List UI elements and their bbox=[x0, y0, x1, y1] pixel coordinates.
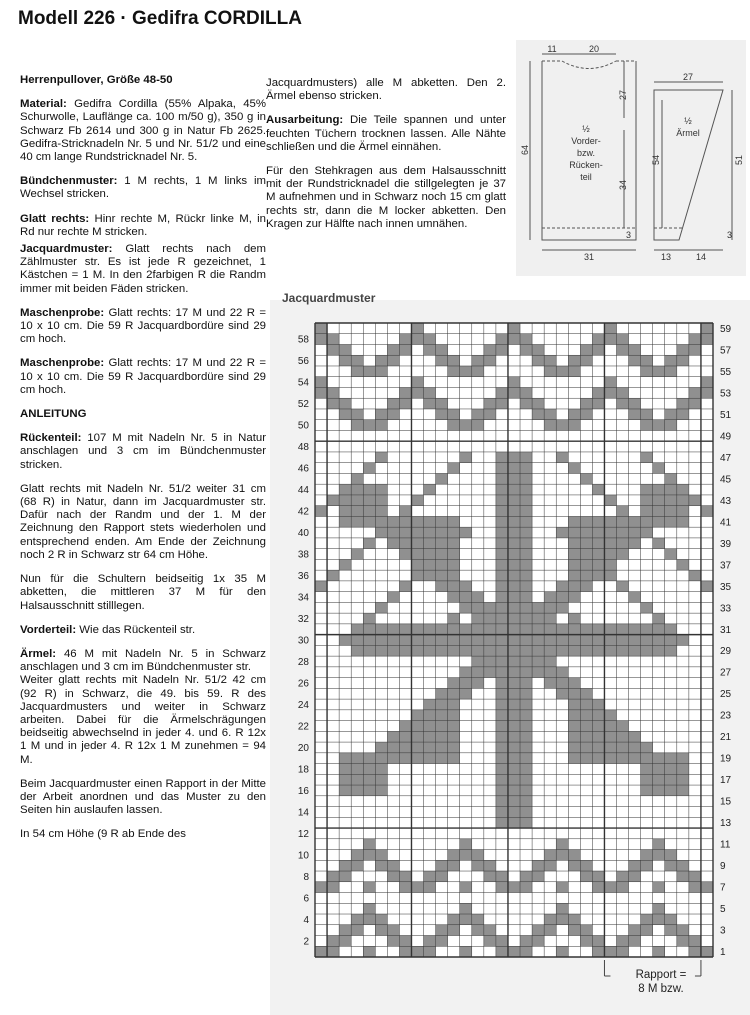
right-column bbox=[266, 77, 506, 242]
row-label-right: 13 bbox=[720, 818, 732, 830]
rueckenteil-paragraph: Rückenteil: 107 M mit Nadeln Nr. 5 in Natur anschlagen und 3 cm im Bündchenmuster stricken. bbox=[20, 432, 266, 471]
row-label-left: 38 bbox=[297, 549, 309, 561]
jacquard-paragraph: Jacquardmuster: Glatt rechts nach dem Zählmuster str. Es ist jede R gezeichnet, 1 Kästchen = 1 M. In den 2farbigen R die Randm immer mit beiden Fäden stricken. bbox=[20, 243, 266, 295]
body-label-4: Rücken- bbox=[569, 160, 603, 170]
row-label-left: 52 bbox=[297, 399, 309, 411]
chart-title: Jacquardmuster bbox=[282, 291, 376, 305]
row-label-left: 14 bbox=[297, 807, 309, 819]
dim-51: 51 bbox=[734, 154, 744, 165]
dim-34: 34 bbox=[618, 179, 628, 190]
hoehe-paragraph: In 54 cm Höhe (9 R ab Ende des bbox=[20, 828, 186, 841]
row-label-right: 27 bbox=[720, 667, 732, 679]
row-label-left: 24 bbox=[297, 700, 309, 711]
sleeve-label-1: ½ bbox=[684, 116, 692, 126]
row-label-right: 31 bbox=[720, 624, 732, 636]
kragen-paragraph: Für den Stehkragen aus dem Halsausschnitt mit der Rundstricknadel die stillgelegten je 37 M aufnehmen und in Schwarz noch 15 cm glatt rechts str, dann die M locker abketten. Den Kragen zur Hälfte nach innen umnähen. bbox=[266, 165, 506, 230]
row-label-right: 5 bbox=[720, 904, 726, 916]
rapport-note bbox=[616, 968, 706, 996]
row-label-left: 48 bbox=[297, 442, 309, 454]
row-label-left: 44 bbox=[297, 485, 309, 497]
row-label-left: 18 bbox=[297, 764, 309, 776]
rapport-line-2: 8 M bzw. bbox=[638, 983, 684, 995]
dim-64: 64 bbox=[520, 144, 530, 155]
neckline bbox=[562, 61, 616, 69]
dim-14: 14 bbox=[695, 252, 707, 262]
schultern-paragraph: Nun für die Schultern beidseitig 1x 35 M abketten, die mittleren 37 M für den Halsausschnitt stilllegen. bbox=[20, 573, 266, 612]
row-label-left: 36 bbox=[297, 571, 309, 582]
material-paragraph: Material: Gedifra Cordilla (55% Alpaka, 45% Schurwolle, Lauflänge ca. 100 m/50 g), 350 g in Schwarz Fb 2614 und 300 g in Natur Fb 2625. Gedifra-Stricknadeln Nr. 5 und Nr. 51/2 und eine 40 cm lange Rundstricknadel Nr. 5. bbox=[20, 98, 266, 164]
dim-11: 11 bbox=[547, 44, 557, 54]
row-label-right: 57 bbox=[720, 345, 732, 357]
row-label-right: 35 bbox=[720, 581, 732, 593]
continuation-paragraph: Jacquardmusters) alle M abketten. Den 2. Ärmel ebenso stricken. bbox=[266, 77, 506, 103]
row-label-right: 11 bbox=[720, 839, 731, 851]
row-label-right: 43 bbox=[720, 495, 732, 507]
row-label-left: 2 bbox=[303, 936, 309, 948]
bund-paragraph: Bündchenmuster: 1 M rechts, 1 M links im Wechsel stricken. bbox=[20, 175, 266, 201]
row-label-right: 3 bbox=[720, 925, 726, 937]
subtitle: Herrenpullover, Größe 48-50 bbox=[20, 74, 173, 86]
dim-27a: 27 bbox=[618, 89, 628, 100]
row-label-right: 7 bbox=[720, 882, 726, 894]
row-label-left: 28 bbox=[297, 657, 309, 668]
chart-background bbox=[270, 300, 750, 1015]
row-label-right: 9 bbox=[720, 861, 726, 873]
row-label-right: 53 bbox=[720, 388, 732, 400]
row-label-left: 54 bbox=[297, 377, 309, 389]
dim-31: 31 bbox=[583, 252, 595, 262]
dim-13: 13 bbox=[660, 252, 672, 262]
row-label-left: 22 bbox=[297, 721, 309, 733]
row-label-right: 33 bbox=[720, 603, 732, 615]
row-label-left: 26 bbox=[297, 678, 309, 690]
dim-54: 54 bbox=[651, 154, 661, 165]
maschenprobe-paragraph-2: Maschenprobe: Glatt rechts: 17 M und 22 R = 10 x 10 cm. Die 59 R Jacquardbordüre sind 29 cm hoch. bbox=[20, 357, 266, 396]
row-label-right: 17 bbox=[720, 775, 732, 787]
left-column bbox=[20, 74, 266, 853]
row-label-right: 25 bbox=[720, 689, 732, 701]
row-label-right: 15 bbox=[720, 796, 732, 808]
dim-27b: 27 bbox=[682, 72, 694, 82]
body-label-5: teil bbox=[580, 172, 592, 182]
glatt-rechts-paragraph: Glatt rechts mit Nadeln Nr. 51/2 weiter 31 cm (68 R) in Natur, dann im Jacquardmuster str. Dafür nach der Randm und der 1. M der Zeichnung den Rapport stets wiederholen und entsprechend enden. Am Ende der Zeichnung noch 2 R in Schwarz str 64 cm Höhe. bbox=[20, 482, 266, 561]
row-label-left: 4 bbox=[303, 914, 309, 926]
dim-3b: 3 bbox=[727, 230, 733, 240]
row-label-left: 8 bbox=[303, 871, 309, 883]
rapport-line-1: Rapport = bbox=[635, 969, 687, 981]
aermel-paragraph: Ärmel: 46 M mit Nadeln Nr. 5 in Schwarz anschlagen und 3 cm im Bündchenmuster str. bbox=[20, 647, 266, 674]
schematic-diagram bbox=[516, 40, 746, 276]
body-label-3: bzw. bbox=[576, 148, 596, 158]
glatt-paragraph: Glatt rechts: Hinr rechte M, Rückr linke M, in Rd nur rechte M stricken. bbox=[20, 212, 266, 238]
row-label-left: 58 bbox=[297, 334, 309, 346]
row-label-right: 1 bbox=[720, 947, 726, 959]
row-label-right: 45 bbox=[720, 474, 732, 486]
maschenprobe-paragraph-1: Maschenprobe: Glatt rechts: 17 M und 22 R = 10 x 10 cm. Die 59 R Jacquardbordüre sind 29 cm hoch. bbox=[20, 306, 266, 346]
row-label-right: 39 bbox=[720, 538, 732, 550]
row-label-right: 29 bbox=[720, 646, 732, 658]
vorderteil-paragraph: Vorderteil: Wie das Rückenteil str. bbox=[20, 623, 196, 636]
body-label-2: Vorder- bbox=[571, 136, 601, 146]
aermel-paragraph-2: Weiter glatt rechts mit Nadeln Nr. 51/2 42 cm (92 R) in Schwarz, die 49. bis 59. R des Jacquardmusters und weiter in Schwarz arbeiten. Dabei für die Ärmelschrägungen beidseitig abwechselnd in jeder 4. und 6. R 12x 1 M und in jeder 4. R 12x 1 M zunehmen = 94 M. bbox=[20, 674, 266, 766]
row-label-left: 50 bbox=[297, 420, 309, 432]
dim-20: 20 bbox=[588, 44, 600, 54]
row-label-left: 42 bbox=[297, 506, 309, 518]
row-label-right: 21 bbox=[720, 732, 732, 744]
row-label-right: 49 bbox=[720, 431, 732, 443]
sleeve-label-2: Ärmel bbox=[676, 128, 700, 138]
row-label-left: 40 bbox=[297, 528, 309, 539]
row-label-right: 23 bbox=[720, 710, 732, 722]
row-label-right: 41 bbox=[720, 517, 732, 529]
row-label-left: 12 bbox=[297, 828, 309, 840]
anleitung-heading: ANLEITUNG bbox=[20, 408, 87, 421]
sleeve-outline bbox=[654, 90, 723, 240]
row-label-left: 46 bbox=[297, 463, 309, 475]
row-label-left: 10 bbox=[297, 850, 309, 862]
row-label-left: 56 bbox=[297, 356, 309, 368]
row-label-right: 19 bbox=[720, 753, 732, 765]
row-label-right: 59 bbox=[720, 323, 732, 335]
rapport-paragraph: Beim Jacquardmuster einen Rapport in der Mitte der Arbeit anordnen und das Muster zu den Seiten hin auslaufen lassen. bbox=[20, 777, 266, 817]
ausarbeitung-paragraph: Ausarbeitung: Die Teile spannen und unter feuchten Tüchern trocknen lassen. Alle Nähte schließen und die Ärmel einnähen. bbox=[266, 114, 506, 153]
row-label-right: 47 bbox=[720, 452, 732, 464]
row-label-left: 6 bbox=[303, 893, 309, 905]
row-label-left: 34 bbox=[297, 592, 309, 604]
row-label-right: 51 bbox=[720, 409, 732, 421]
dim-3a: 3 bbox=[626, 230, 632, 240]
row-label-right: 55 bbox=[720, 366, 732, 378]
page-title: Modell 226 · Gedifra CORDILLA bbox=[18, 8, 302, 29]
row-label-left: 30 bbox=[297, 635, 309, 647]
row-label-left: 32 bbox=[297, 614, 309, 625]
row-label-left: 16 bbox=[297, 785, 309, 797]
schematic-svg bbox=[516, 40, 746, 276]
body-label-1: ½ bbox=[582, 124, 590, 134]
row-label-left: 20 bbox=[297, 743, 309, 754]
row-label-right: 37 bbox=[720, 560, 732, 572]
